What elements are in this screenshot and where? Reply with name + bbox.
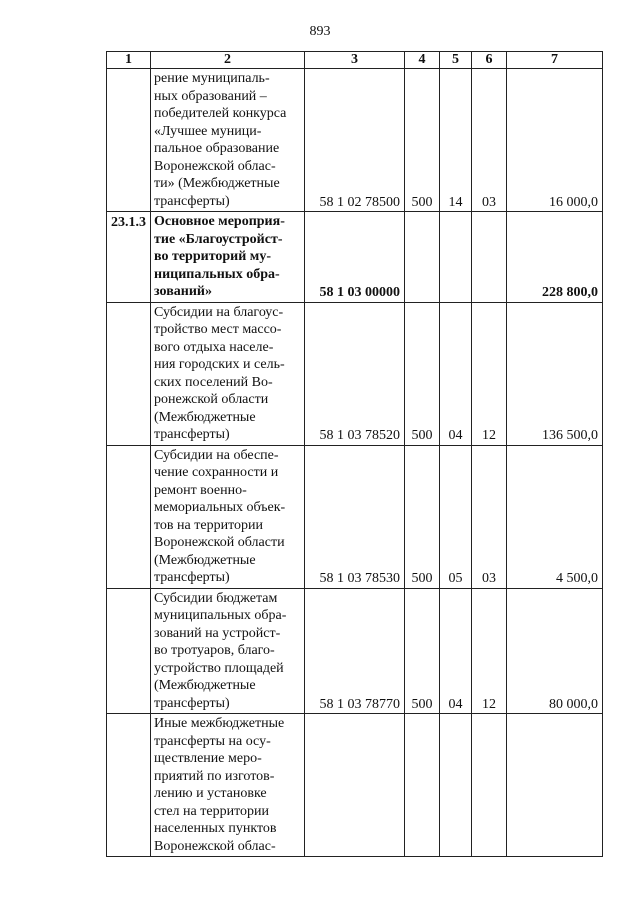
budget-table (106, 51, 603, 857)
description-line: ния городских и сель- (154, 357, 285, 372)
amount: 136 500,0 (507, 302, 603, 445)
description-line: Воронежской облас- (154, 838, 276, 854)
section-code: 04 (440, 588, 472, 714)
description-line: мемориальных объек- (154, 500, 286, 515)
description-line: трансферты) (154, 427, 230, 442)
amount (507, 714, 603, 857)
row-description (151, 302, 305, 445)
row-description (151, 212, 305, 303)
amount: 4 500,0 (507, 445, 603, 588)
description-line: Воронежской облас- (154, 158, 276, 174)
row-number (107, 588, 151, 714)
budget-code (305, 714, 405, 857)
table-row (107, 588, 603, 714)
row-number (107, 302, 151, 445)
description-line: Субсидии на благоус- (154, 304, 284, 320)
row-number (107, 445, 151, 588)
row-description (151, 69, 305, 212)
page-number: 893 (309, 24, 331, 39)
section-code: 05 (440, 445, 472, 588)
header-col-5: 5 (440, 52, 472, 69)
section-code (440, 714, 472, 857)
description-line: тройство мест массо- (154, 322, 282, 337)
description-line: (Межбюджетные (154, 409, 256, 425)
budget-code: 58 1 03 78530 (305, 445, 405, 588)
description-line: чение сохранности и (154, 465, 279, 480)
budget-code: 58 1 02 78500 (305, 69, 405, 212)
expense-type (405, 714, 440, 857)
subsection-code: 12 (472, 588, 507, 714)
description-line: вого отдыха населе- (154, 339, 274, 355)
description-line: ремонт военно- (154, 482, 247, 498)
table-row (107, 302, 603, 445)
subsection-code: 12 (472, 302, 507, 445)
description-line: Основное мероприя- (154, 214, 285, 229)
description-line: победителей конкурса (154, 106, 287, 121)
row-description (151, 445, 305, 588)
header-col-7: 7 (507, 52, 603, 69)
description-line: населенных пунктов (154, 821, 277, 836)
description-line: Субсидии на обеспе- (154, 447, 279, 463)
description-line: зований» (154, 284, 212, 299)
subsection-code: 03 (472, 445, 507, 588)
expense-type: 500 (405, 445, 440, 588)
description-line: тие «Благоустройст- (154, 231, 283, 247)
description-line: ронежской области (154, 392, 269, 407)
budget-code: 58 1 03 78770 (305, 588, 405, 714)
budget-code: 58 1 03 00000 (305, 212, 405, 303)
section-code: 04 (440, 302, 472, 445)
description-line: Иные межбюджетные (154, 716, 285, 731)
expense-type: 500 (405, 588, 440, 714)
description-line: «Лучшее муници- (154, 123, 262, 139)
description-line: Воронежской области (154, 535, 285, 550)
table-body (107, 69, 603, 857)
description-line: Субсидии бюджетам (154, 590, 278, 606)
header-row (107, 52, 603, 69)
header-col-1: 1 (107, 52, 151, 69)
header-col-4: 4 (405, 52, 440, 69)
amount: 16 000,0 (507, 69, 603, 212)
description-line: стел на территории (154, 803, 269, 819)
description-line: во тротуаров, благо- (154, 643, 275, 658)
row-number (107, 69, 151, 212)
row-description (151, 714, 305, 857)
description-line: ных образований – (154, 88, 267, 104)
description-line: трансферты) (154, 695, 230, 711)
description-line: трансферты на осу- (154, 733, 271, 749)
row-description (151, 588, 305, 714)
amount: 228 800,0 (507, 212, 603, 303)
description-line: зований на устройст- (154, 625, 281, 641)
description-line: муниципальных обра- (154, 608, 287, 623)
header-col-6: 6 (472, 52, 507, 69)
description-line: во территорий му- (154, 249, 272, 264)
description-line: (Межбюджетные (154, 678, 256, 693)
description-line: ти» (Межбюджетные (154, 176, 280, 191)
description-line: ществление меро- (154, 751, 262, 766)
amount: 80 000,0 (507, 588, 603, 714)
row-number (107, 714, 151, 857)
description-line: ских поселений Во- (154, 374, 273, 390)
expense-type: 500 (405, 302, 440, 445)
table-row (107, 69, 603, 212)
section-code: 14 (440, 69, 472, 212)
section-code (440, 212, 472, 303)
description-line: рение муниципаль- (154, 71, 270, 86)
description-line: устройство площадей (154, 660, 284, 676)
description-line: лению и установке (154, 786, 267, 801)
description-line: пальное образование (154, 141, 280, 156)
table-row (107, 445, 603, 588)
description-line: ниципальных обра- (154, 266, 280, 282)
row-number: 23.1.3 (107, 212, 151, 303)
description-line: тов на территории (154, 517, 263, 533)
header-col-3: 3 (305, 52, 405, 69)
budget-code: 58 1 03 78520 (305, 302, 405, 445)
subsection-code (472, 714, 507, 857)
description-line: приятий по изготов- (154, 768, 275, 784)
description-line: трансферты) (154, 570, 230, 585)
expense-type (405, 212, 440, 303)
header-col-2: 2 (151, 52, 305, 69)
expense-type: 500 (405, 69, 440, 212)
subsection-code: 03 (472, 69, 507, 212)
table-row (107, 714, 603, 857)
subsection-code (472, 212, 507, 303)
table-row (107, 212, 603, 303)
description-line: трансферты) (154, 193, 230, 209)
description-line: (Межбюджетные (154, 552, 256, 568)
